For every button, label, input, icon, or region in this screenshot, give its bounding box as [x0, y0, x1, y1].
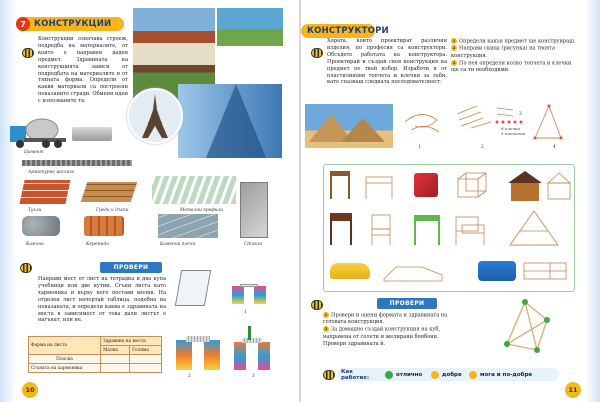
table-cell	[101, 364, 130, 373]
wall-icon	[511, 183, 539, 201]
book-stack-icon	[258, 342, 270, 370]
table-cell: Плоска	[29, 355, 101, 364]
check-header: ПРОВЕРИ	[377, 298, 437, 309]
glass-image	[240, 182, 268, 238]
left-page	[0, 0, 299, 402]
accordion-paper-icon	[186, 336, 210, 342]
self-assessment-label: Как работих:	[341, 368, 370, 381]
table-subheader-large: Голяма	[130, 346, 162, 355]
step-text: По нея опредeли колко топчета и клечки ще са ти необходими.	[451, 60, 572, 74]
doghouse-model-image	[544, 169, 574, 201]
stool-image	[330, 171, 350, 199]
check-header: ПРОВЕРИ	[100, 262, 162, 273]
table-cell	[101, 355, 130, 364]
rating-excellent: отлично	[396, 371, 423, 378]
sketch-note-line: 8 клечки	[501, 126, 521, 131]
figure-number: 1	[244, 310, 247, 315]
rating-better: мога и по-добре	[480, 371, 533, 378]
garden-chair-image	[414, 215, 440, 245]
cement-bags-image	[72, 127, 112, 141]
eiffel-tower-icon	[142, 94, 168, 138]
objects-grid	[323, 164, 575, 292]
pyramid-icon	[305, 104, 393, 148]
page-title: КОНСТРУКЦИИ	[34, 19, 112, 29]
bee-icon	[323, 370, 335, 380]
sketch-number: 1	[418, 145, 421, 150]
step-item	[451, 60, 577, 74]
bridge-figure-with-pencil	[234, 326, 274, 372]
candy-cube-image	[497, 294, 561, 356]
stool-model-image	[360, 171, 400, 201]
page-number-right: 11	[565, 382, 581, 398]
bridge-figure-flat	[232, 276, 266, 304]
rating-check-icon[interactable]	[385, 371, 393, 379]
book-stack-icon	[232, 286, 244, 304]
sketch-number: 3	[519, 112, 522, 117]
sketch-number: 4	[553, 145, 556, 150]
chapter-title-bar	[16, 17, 124, 31]
check-list	[323, 312, 453, 348]
material-label-stones: Камъни	[26, 242, 44, 247]
sports-car-image	[330, 263, 370, 279]
planks-image	[81, 182, 137, 202]
stones-image	[22, 216, 60, 236]
pyramids-photo	[305, 104, 393, 148]
steps-list	[451, 38, 577, 74]
rating-neutral-icon[interactable]	[469, 371, 477, 379]
table-header-shape: Форма на листа	[29, 337, 101, 355]
table-row	[29, 364, 162, 373]
step-number: 1	[452, 38, 456, 43]
bee-icon	[311, 48, 323, 58]
book-stack-icon	[254, 286, 266, 304]
eiffel-tower-photo	[127, 88, 183, 144]
tower-model-image	[500, 209, 570, 249]
book-stack-icon	[204, 340, 220, 370]
check-number: 1	[324, 312, 328, 317]
step-number: 2	[452, 45, 456, 51]
material-label-cement: Цимент	[24, 150, 44, 155]
material-label-glass: Стъкло	[244, 242, 263, 247]
step-item	[451, 38, 577, 45]
cement-mixer-image	[10, 112, 70, 150]
results-table	[28, 336, 162, 373]
chapter-title-bar	[301, 24, 389, 38]
material-label-stone-slabs: Каменни плочи	[160, 242, 196, 247]
cube-image	[414, 173, 438, 197]
bee-icon	[22, 48, 34, 58]
doghouse-image	[508, 171, 542, 201]
chair-model-image	[364, 211, 400, 247]
book-stack-icon	[234, 342, 246, 370]
figure-number: 3	[252, 374, 255, 379]
figure-number: 2	[188, 374, 191, 379]
material-label-planks: Греди и дъски	[96, 208, 129, 213]
page-number-left: 10	[22, 382, 38, 398]
right-page	[301, 0, 600, 402]
sketch-note-line: 5 топчета	[501, 131, 526, 136]
bee-icon	[20, 263, 32, 273]
table-cell: Сгъната на хармоника	[29, 364, 101, 373]
roof-icon	[508, 171, 542, 183]
pencil-icon	[248, 326, 251, 340]
page-edge-gradient	[0, 0, 16, 402]
step-number: 3	[452, 59, 456, 65]
roof-tiles-image	[84, 216, 124, 236]
rating-good: добре	[442, 371, 462, 378]
truck-icon	[10, 112, 70, 150]
van-model-image	[520, 257, 574, 285]
intro-text: Конструкции означава строеж, подредба на материалите, от които е направен даден предмет. Здравината на конструкцията зависи от подредбата на материалите и от тяхната форма. Опредeли от какви материали са построени показаните сгради. Обмени идеи с изпозваните тя.	[38, 36, 128, 105]
accordion-paper-icon	[242, 338, 262, 343]
material-label-rebar: Арматурно желязо	[28, 170, 75, 175]
material-label-bricks: Тухли	[28, 208, 42, 213]
table-subheader-small: Малка	[101, 346, 130, 355]
page-title: КОНСТРУКТОРИ	[307, 26, 389, 36]
check-item-text: За домашно създай конструкция на куб, направена от солети и желирани бонбони. Провери здравината ѝ.	[323, 326, 441, 347]
rating-smile-icon[interactable]	[431, 371, 439, 379]
metal-profiles-image	[152, 176, 236, 204]
skyscraper-photo	[178, 84, 282, 158]
check-item	[323, 326, 453, 347]
check-number: 2	[324, 326, 328, 332]
table-cell	[130, 355, 162, 364]
tower-shape	[206, 84, 266, 158]
van-image	[478, 261, 516, 281]
material-label-metal-profiles: Метални профили	[180, 208, 224, 213]
bee-icon	[311, 300, 323, 310]
intro-text: Хората, които проектират различни изделия, по професия са конструктори. Обсъдете работата на конструктора. Проектирай и създай своя конструкция на предмет по твой избор. Изработи я от пластилинови топчета и клечки за зъби, като спазваш следната последователност:	[327, 38, 447, 86]
page-edge-gradient	[586, 0, 600, 402]
bridge-figure-folded	[176, 326, 226, 372]
bricks-image	[19, 180, 70, 204]
check-item-text: Провери и оцени формата и здравината на готовата конструкция.	[323, 312, 448, 326]
step-text: Направи скица (рисунка) на твоята конструкция.	[451, 45, 556, 59]
table-header-strength: Здравина на моста	[101, 337, 162, 346]
car-model-image	[380, 259, 448, 285]
table-row	[29, 355, 162, 364]
chapter-number: 7	[16, 17, 30, 31]
cube-model-image	[452, 169, 492, 201]
paper-sheet-figure	[175, 270, 211, 306]
step-text: Опредeли какъв предмет ще конструираш.	[459, 38, 576, 45]
self-assessment-bar	[337, 368, 559, 381]
book-stack-icon	[176, 340, 192, 370]
construction-sketches	[401, 100, 567, 154]
check-item	[323, 312, 453, 326]
stone-slabs-image	[158, 214, 218, 238]
paper-bridge-icon	[240, 284, 258, 287]
rebar-image	[22, 160, 132, 166]
sketch-note	[501, 126, 525, 136]
check-text: Направи мост от лист на тетрадка и два купа учебници или две кутии. Сгъни листа като хармоника и върху него постави молив. На отделен лист начертай таблица, подобна на показаната, и опредeли каква е здравината на моста в зависимост от това дали листът е нагънат, или не.	[38, 276, 166, 324]
sketch-number: 2	[481, 145, 484, 150]
chair-image	[330, 213, 352, 245]
material-label-roof-tiles: Керемиди	[86, 242, 109, 247]
garden-chair-model-image	[450, 211, 490, 247]
table-cell	[130, 364, 162, 373]
step-item	[451, 45, 577, 59]
village-photo	[217, 8, 283, 46]
